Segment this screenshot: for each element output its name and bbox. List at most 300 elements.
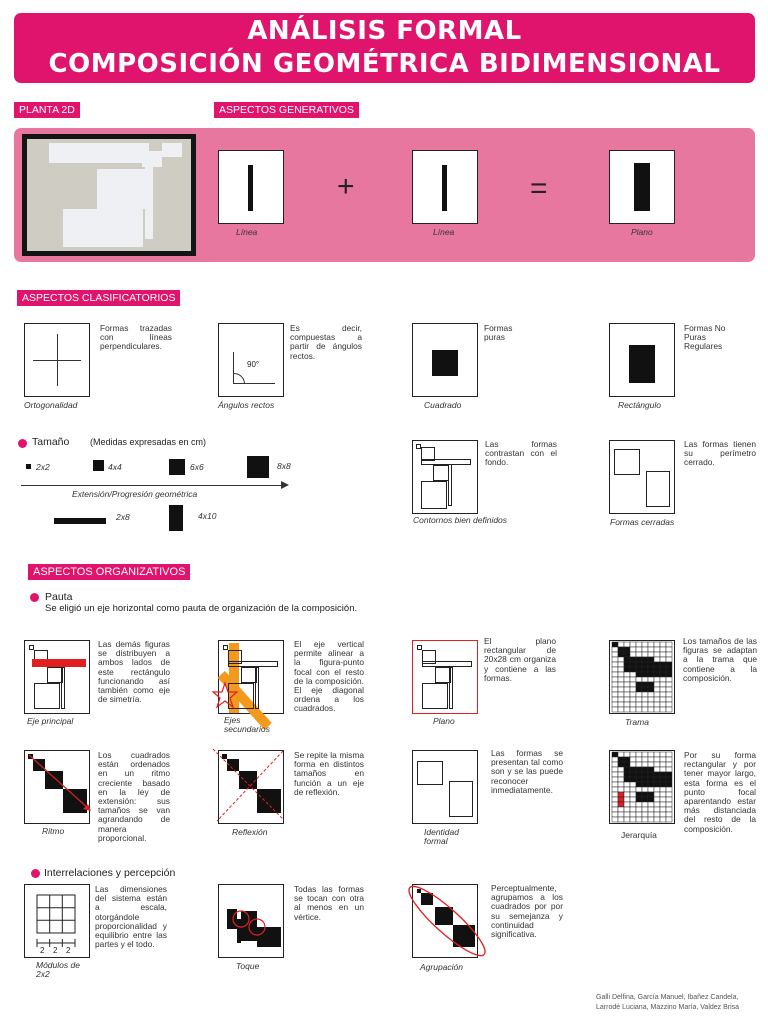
grid-cell (642, 697, 648, 702)
grid-cell (624, 682, 630, 687)
credits-line-2: Larrodé Luciana, Mazzino María, Valdez Brisa (596, 1004, 740, 1011)
grid-cell (618, 757, 624, 762)
grid-cell (618, 787, 624, 792)
grid-cell (642, 767, 648, 772)
grid-cell (648, 797, 654, 802)
grid-cell (666, 777, 672, 782)
grid-cell (654, 652, 660, 657)
grid-cell (654, 762, 660, 767)
caption-jerarquia: Jerarquía (621, 830, 657, 840)
grid-cell (618, 792, 624, 797)
grid-cell (648, 702, 654, 707)
grid-cell (630, 692, 636, 697)
text-identidad: Las formas se presentan tal como son y se las puede reconocer inmediatamente. (491, 748, 563, 795)
grid-cell (612, 797, 618, 802)
contornos-figure (412, 440, 478, 514)
grid-cell (648, 672, 654, 677)
grid-cell (612, 802, 618, 807)
grid-cell (648, 692, 654, 697)
grid-cell (642, 652, 648, 657)
grid-cell (648, 667, 654, 672)
grid-cell (648, 762, 654, 767)
grid-cell (630, 652, 636, 657)
text-contornos: Las formas contrastan con el fondo. (485, 439, 557, 468)
eje-principal-figure (24, 640, 90, 714)
text-angulos: Es decir, compuestas a partir de ángulos rectos. (290, 323, 362, 361)
grid-cell (642, 787, 648, 792)
grid-cell (624, 807, 630, 812)
grid-cell (660, 792, 666, 797)
label-2x2: 2x2 (36, 462, 50, 472)
grid-cell (660, 812, 666, 817)
grid-cell (630, 807, 636, 812)
angulos-figure (218, 323, 284, 397)
grid-cell (618, 652, 624, 657)
text-agrupacion: Perceptualmente, agrupamos a los cuadrados por por su semejanza y continuidad significativa. (491, 883, 563, 940)
grid-cell (666, 682, 672, 687)
grid-cell (654, 792, 660, 797)
group-ellipse (405, 879, 489, 963)
text-cerradas: Las formas tienen su perímetro cerrado. (684, 439, 756, 468)
contact-circles (219, 885, 283, 957)
cuadrado-figure (412, 323, 478, 397)
label-8x8: 8x8 (277, 461, 291, 471)
grid-cell (612, 792, 618, 797)
grid-cell (660, 672, 666, 677)
grid-cell (666, 697, 672, 702)
grid-cell (666, 692, 672, 697)
text-rectangulo: Formas No Puras Regulares (684, 323, 726, 352)
grid-cell (624, 657, 630, 662)
grid-cell (630, 812, 636, 817)
pauta-text: Se eligió un eje horizontal como pauta de organización de la composición. (45, 603, 358, 614)
grid-cell (660, 662, 666, 667)
caption-reflexion: Reflexión (232, 827, 268, 837)
grid-cell (654, 782, 660, 787)
grid-cell (654, 772, 660, 777)
grid-cell (660, 642, 666, 647)
grid-cell (648, 777, 654, 782)
grid-cell (612, 777, 618, 782)
reflexion-figure (218, 750, 284, 824)
tamano-title: Tamaño (32, 436, 70, 448)
text-plano: El plano rectangular de 20x28 cm organiza y contiene a las formas. (484, 636, 556, 683)
grid-cell (654, 707, 660, 712)
size-6x6 (169, 459, 185, 475)
grid-cell (612, 682, 618, 687)
grid-cell (642, 792, 648, 797)
grid-cell (612, 762, 618, 767)
grid-cell (642, 757, 648, 762)
grid-cell (636, 692, 642, 697)
grid-cell (642, 677, 648, 682)
grid-cell (636, 647, 642, 652)
grid-cell (636, 702, 642, 707)
caption-ejes-secundarios: Ejes secundarios (224, 715, 270, 734)
grid-cell (654, 752, 660, 757)
grid-cell (636, 667, 642, 672)
grid-cell (642, 707, 648, 712)
section-tag-clasificatorios: ASPECTOS CLASIFICATORIOS (17, 290, 180, 306)
grid-cell (618, 692, 624, 697)
grid-cell (624, 792, 630, 797)
grid-cell (666, 657, 672, 662)
grid-cell (618, 707, 624, 712)
grid-cell (630, 667, 636, 672)
grid-cell (648, 782, 654, 787)
axis-arrow-icon (281, 481, 289, 489)
caption-cerradas: Formas cerradas (610, 517, 675, 527)
grid-cell (660, 667, 666, 672)
grid-cell (666, 647, 672, 652)
section-tag-planta: PLANTA 2D (14, 102, 80, 118)
grid-cell (618, 672, 624, 677)
grid-cell (654, 682, 660, 687)
section-tag-organizativos: ASPECTOS ORGANIZATIVOS (28, 564, 190, 580)
grid-cell (642, 797, 648, 802)
grid-cell (660, 647, 666, 652)
grid-cell (666, 662, 672, 667)
grid-cell (624, 652, 630, 657)
grid-cell (618, 812, 624, 817)
size-4x10 (169, 505, 183, 531)
grid-cell (612, 677, 618, 682)
grid-cell (624, 702, 630, 707)
grid-cell (636, 652, 642, 657)
angle-label: 90° (247, 360, 260, 369)
grid-cell (666, 807, 672, 812)
caption-linea-2: Línea (433, 227, 455, 237)
grid-cell (612, 692, 618, 697)
grid-cell (630, 817, 636, 822)
grid-cell (630, 702, 636, 707)
plan-photo (22, 134, 196, 256)
section-tag-generativos: ASPECTOS GENERATIVOS (214, 102, 359, 118)
grid-cell (630, 802, 636, 807)
caption-identidad: Identidad formal (424, 827, 459, 846)
grid-cell (636, 662, 642, 667)
grid-cell (660, 802, 666, 807)
grid-cell (660, 697, 666, 702)
text-eje-principal: Las demás figuras se distribuyen a ambos lados de este rectángulo funcionando así también como eje de simetría. (98, 639, 170, 705)
caption-angulos: Ángulos rectos (218, 400, 275, 410)
grid-cell (654, 657, 660, 662)
grid-cell (630, 647, 636, 652)
star-icon (211, 681, 239, 709)
grid-cell (660, 797, 666, 802)
grid-cell (642, 647, 648, 652)
caption-cuadrado: Cuadrado (424, 400, 462, 410)
grid-cell (642, 642, 648, 647)
grid-cell (624, 757, 630, 762)
size-4x4 (93, 460, 104, 471)
caption-trama: Trama (625, 717, 649, 727)
grid-cell (660, 702, 666, 707)
grid-cell (630, 772, 636, 777)
grid-cell (630, 777, 636, 782)
grid-cell (648, 807, 654, 812)
title-banner (14, 13, 755, 83)
caption-rectangulo: Rectángulo (618, 400, 662, 410)
grid-cell (636, 687, 642, 692)
grid-cell (624, 767, 630, 772)
grid-cell (612, 787, 618, 792)
caption-ortogonalidad: Ortogonalidad (24, 400, 78, 410)
text-ritmo: Los cuadrados están ordenados en un ritmo creciente basado en la ley de extensión: sus tamaños se van agrandando de manera proporcional. (98, 750, 170, 843)
grid-cell (648, 787, 654, 792)
size-2x2 (26, 464, 31, 469)
grid-cell (660, 692, 666, 697)
grid-cell (618, 767, 624, 772)
grid-cell (666, 817, 672, 822)
grid-cell (618, 682, 624, 687)
grid-cell (666, 787, 672, 792)
grid-cell (648, 652, 654, 657)
grid-cell (648, 817, 654, 822)
progression-axis (21, 485, 283, 486)
grid-cell (624, 817, 630, 822)
grid-cell (630, 792, 636, 797)
equals-sign: = (530, 172, 548, 205)
grid-cell (618, 782, 624, 787)
grid-cell (642, 687, 648, 692)
grid-cell (624, 762, 630, 767)
grid-cell (624, 812, 630, 817)
grid-cell (648, 697, 654, 702)
grid-cell (654, 817, 660, 822)
grid-cell (648, 767, 654, 772)
grid-cell (660, 687, 666, 692)
caption-linea-1: Línea (236, 227, 258, 237)
grid-cell (612, 702, 618, 707)
grid-cell (612, 757, 618, 762)
grid-cell (624, 777, 630, 782)
grid-cell (660, 787, 666, 792)
grid-cell (666, 642, 672, 647)
grid-cell (648, 647, 654, 652)
grid-cell (642, 817, 648, 822)
inter-title: Interrelaciones y percepción (44, 867, 176, 879)
grid-cell (618, 762, 624, 767)
grid-cell (648, 792, 654, 797)
plano-figure (412, 640, 478, 714)
grid-cell (612, 662, 618, 667)
grid-cell (660, 777, 666, 782)
grid-cell (666, 687, 672, 692)
grid-cell (618, 657, 624, 662)
grid-cell (636, 782, 642, 787)
grid-cell (618, 647, 624, 652)
grid-cell (630, 797, 636, 802)
label-4x10: 4x10 (198, 511, 217, 521)
grid-cell (648, 657, 654, 662)
grid-cell (642, 662, 648, 667)
ejes-secundarios-figure (218, 640, 284, 714)
grid-cell (624, 692, 630, 697)
label-2x8: 2x8 (116, 512, 130, 522)
text-toque: Todas las formas se tocan con otra al menos en un vértice. (294, 884, 364, 922)
grid-cell (630, 782, 636, 787)
grid-cell (648, 707, 654, 712)
grid-cell (618, 777, 624, 782)
grid-cell (630, 762, 636, 767)
grid-cell (654, 797, 660, 802)
line-figure-2 (412, 150, 478, 224)
grid-cell (636, 777, 642, 782)
grid-cell (618, 807, 624, 812)
grid-cell (642, 777, 648, 782)
grid-cell (636, 772, 642, 777)
grid-cell (630, 682, 636, 687)
grid-cell (612, 812, 618, 817)
tamano-note: (Medidas expresadas en cm) (90, 437, 207, 447)
grid-cell (636, 797, 642, 802)
caption-plano: Plano (631, 227, 653, 237)
grid-cell (666, 812, 672, 817)
grid-cell (648, 642, 654, 647)
grid-cell (618, 697, 624, 702)
grid-cell (630, 642, 636, 647)
grid-cell (660, 817, 666, 822)
grid-cell (624, 752, 630, 757)
grid-cell (666, 782, 672, 787)
grid-cell (618, 752, 624, 757)
grid-cell (660, 772, 666, 777)
grid-cell (660, 782, 666, 787)
grid-cell (654, 677, 660, 682)
text-ortogonalidad: Formas trazadas con líneas perpendiculares. (100, 323, 172, 352)
trama-figure (609, 640, 675, 714)
bullet-dot (18, 439, 27, 448)
grid-cell (666, 752, 672, 757)
diagonal-arrow-icon (25, 751, 95, 821)
grid-cell (630, 767, 636, 772)
grid-cell (654, 647, 660, 652)
grid-cell (642, 772, 648, 777)
grid-cell (654, 662, 660, 667)
grid-cell (654, 802, 660, 807)
grid-cell (660, 682, 666, 687)
grid-cell (648, 772, 654, 777)
grid-cell (636, 802, 642, 807)
grid-cell (636, 792, 642, 797)
grid-cell (666, 797, 672, 802)
grid-cell (624, 707, 630, 712)
grid-cell (654, 697, 660, 702)
grid-cell (624, 787, 630, 792)
grid-cell (666, 702, 672, 707)
grid-cell (648, 757, 654, 762)
grid-cell (624, 672, 630, 677)
grid-cell (618, 667, 624, 672)
grid-cell (642, 807, 648, 812)
grid-cell (666, 802, 672, 807)
grid-cell (630, 752, 636, 757)
grid-cell (636, 817, 642, 822)
bullet-dot (30, 593, 39, 602)
grid-cell (624, 782, 630, 787)
grid-cell (612, 817, 618, 822)
caption-ritmo: Ritmo (42, 826, 65, 836)
grid-cell (618, 702, 624, 707)
grid-cell (612, 657, 618, 662)
grid-cell (666, 667, 672, 672)
grid-cell (618, 817, 624, 822)
title-line-2: COMPOSICIÓN GEOMÉTRICA BIDIMENSIONAL (48, 49, 721, 79)
rectangulo-figure (609, 323, 675, 397)
grid-cell (636, 762, 642, 767)
grid-cell (660, 807, 666, 812)
grid-cell (660, 707, 666, 712)
grid-cell (642, 692, 648, 697)
grid-cell (612, 807, 618, 812)
grid-cell (636, 807, 642, 812)
grid-cell (666, 757, 672, 762)
grid-cell (612, 642, 618, 647)
toque-figure (218, 884, 284, 958)
caption-toque: Toque (236, 961, 260, 971)
grid-cell (624, 667, 630, 672)
grid-cell (612, 752, 618, 757)
caption-contornos: Contornos bien definidos (413, 515, 508, 525)
grid-cell (624, 802, 630, 807)
plus-sign: + (337, 170, 355, 203)
grid-cell (636, 787, 642, 792)
grid-cell (624, 662, 630, 667)
line-figure-1 (218, 150, 284, 224)
grid-cell (654, 767, 660, 772)
grid-cell (648, 802, 654, 807)
grid-cell (618, 677, 624, 682)
grid-cell (624, 687, 630, 692)
grid-cell (636, 752, 642, 757)
grid-cell (654, 687, 660, 692)
grid-cell (624, 772, 630, 777)
bullet-dot (31, 869, 40, 878)
grid-cell (642, 802, 648, 807)
grid-cell (612, 772, 618, 777)
grid-cell (654, 807, 660, 812)
grid-cell (666, 762, 672, 767)
ortogonalidad-figure (24, 323, 90, 397)
grid-cell (660, 657, 666, 662)
identidad-figure (412, 750, 478, 824)
grid-cell (636, 657, 642, 662)
grid-cell (624, 797, 630, 802)
size-2x8 (54, 518, 106, 524)
grid-cell (630, 687, 636, 692)
grid-cell (666, 767, 672, 772)
grid-cell (648, 752, 654, 757)
grid-cell (642, 752, 648, 757)
grid-cell (612, 767, 618, 772)
grid-cell (618, 642, 624, 647)
credits-line-1: Galli Delfina, García Manuel, Ibañez Candela, (596, 994, 739, 1001)
grid-cell (612, 652, 618, 657)
text-reflexion: Se repite la misma forma en distintos tamaños en función a un eje de reflexión. (294, 750, 364, 797)
grid-cell (618, 802, 624, 807)
grid-cell (642, 672, 648, 677)
grid-cell (666, 707, 672, 712)
grid-cell (636, 672, 642, 677)
grid-cell (636, 642, 642, 647)
grid-cell (642, 812, 648, 817)
grid-cell (666, 677, 672, 682)
grid-cell (660, 752, 666, 757)
grid-cell (612, 707, 618, 712)
grid-cell (648, 812, 654, 817)
grid-cell (654, 787, 660, 792)
